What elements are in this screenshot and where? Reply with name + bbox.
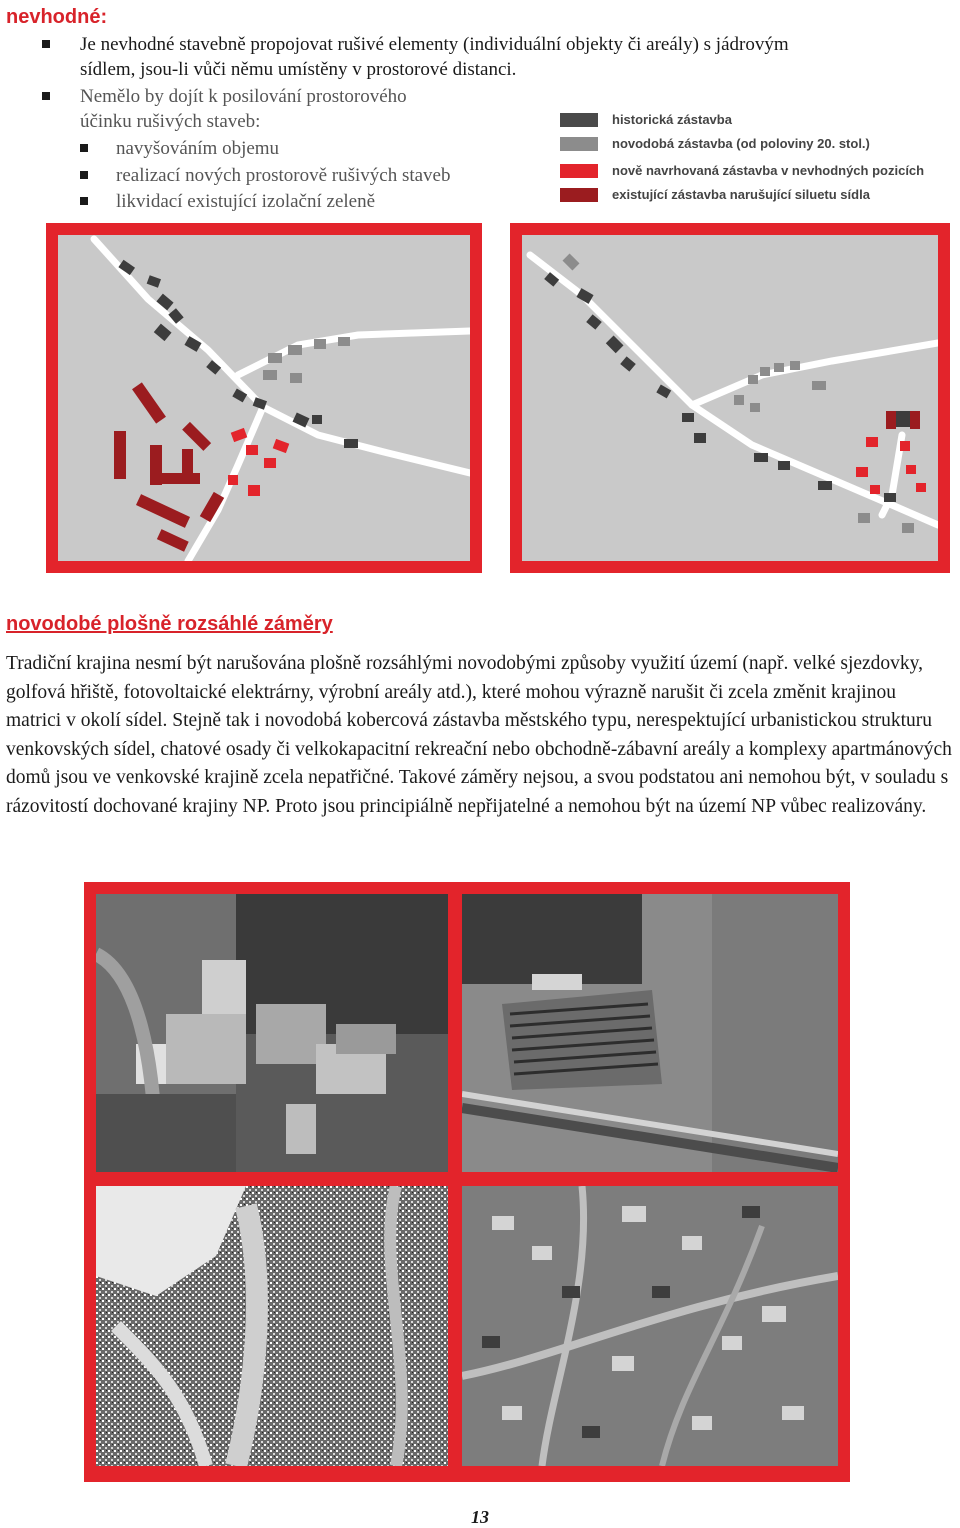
page-number: 13 (471, 1507, 489, 1527)
aerial-photo-ski-slope (96, 1186, 448, 1466)
aerial-photo-industrial-drawing (96, 894, 448, 1172)
section-paragraph: Tradiční krajina nesmí být narušována plošně rozsáhlými novodobými způsoby využití území (např. velké sjezdovky, golfová hřiště, fotovoltaické elektrárny, výrobní areály atd.), které mohou výrazně narušit či zcela změnit krajinou matrici v okolí sídel. Stejně tak i novodobá kobercová zástavba městského typu, nerespektující urbanistickou strukturu venkovských sídel, chatové osady či velkokapacitní rekreační nebo obchodně-zábavní areály a komplexy apartmánových domů jsou ve venkovské krajině zcela nepatřičné. Takové záměry nejsou, a svou podstatou ani nemohou být, v souladu s rázovitostí dochované krajiny NP. Proto jsou principiálně nepřijatelné a nemohou být na území NP vůbec realizovány. (6, 653, 952, 817)
aerial-photo-solar-plant (462, 894, 838, 1172)
bullet-marker (42, 40, 50, 48)
legend-swatch (560, 137, 598, 151)
legend-item-historic (560, 112, 956, 128)
sub-bullet-marker (80, 171, 88, 179)
bullet-marker (42, 92, 50, 100)
legend-swatch (560, 164, 598, 178)
bullet-text-2-line-1: Nemělo by dojít k posilování prostorového (80, 86, 407, 107)
bullet-text-2-line-2: účinku rušivých staveb: (80, 111, 261, 132)
bullet-text-1-line-1: Je nevhodné stavebně propojovat rušivé elementy (individuální objekty či areály) s jádrovým (80, 34, 789, 55)
aerial-photo-suburban-drawing (462, 1186, 838, 1466)
bullet-text-1-line-2: sídlem, jsou-li vůči němu umístěny v prostorové distanci. (80, 59, 517, 80)
section-heading-large-projects: novodobé plošně rozsáhlé záměry (6, 613, 333, 635)
sub-bullet-marker (80, 144, 88, 152)
sub-bullet-marker (80, 197, 88, 205)
legend-label: historická zástavba (612, 112, 732, 127)
section-heading-unsuitable: nevhodné: (6, 6, 108, 28)
legend-label: nově navrhovaná zástavba v nevhodných pozicích (612, 163, 925, 178)
sub-bullet-text-2: realizací nových prostorově rušivých staveb (116, 165, 451, 186)
aerial-photo-industrial (96, 894, 448, 1172)
legend-label: existující zástavba narušující siluetu sídla (612, 187, 870, 202)
settlement-map-left (46, 223, 482, 573)
settlement-map-right (510, 223, 950, 573)
legend-item-new-unsuitable (560, 163, 956, 179)
aerial-photo-suburban (462, 1186, 838, 1466)
legend-label: novodobá zástavba (od poloviny 20. stol.) (612, 136, 870, 151)
sub-bullet-text-3: likvidací existující izolační zeleně (116, 191, 376, 212)
legend-item-modern (560, 136, 956, 152)
legend-swatch (560, 113, 598, 127)
legend-swatch (560, 188, 598, 202)
map-area (522, 235, 938, 561)
aerial-photo-ski-slope-drawing (96, 1186, 448, 1466)
aerial-photo-solar-plant-drawing (462, 894, 838, 1172)
map-area (58, 235, 470, 561)
map-drawing-left (58, 235, 470, 561)
sub-bullet-text-1: navyšováním objemu (116, 138, 280, 159)
legend-item-disturbing (560, 187, 956, 203)
map-legend (560, 112, 956, 208)
map-drawing-right (522, 235, 938, 561)
